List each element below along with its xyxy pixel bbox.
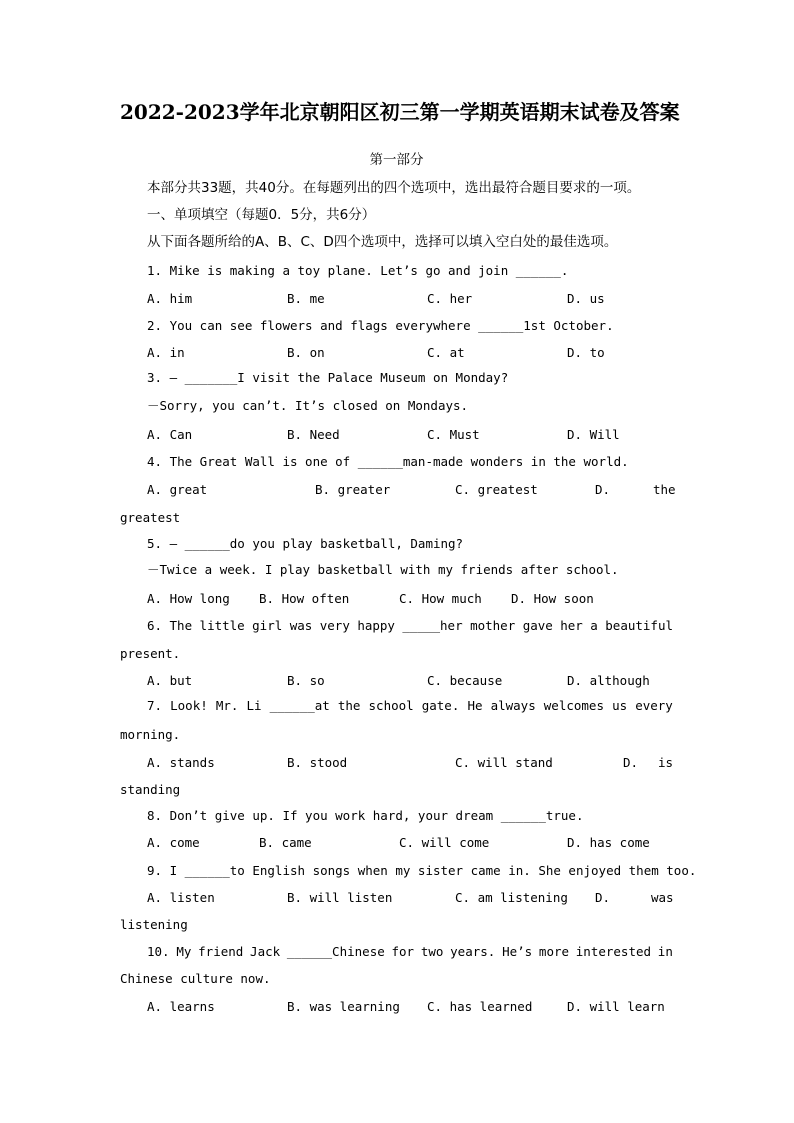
option-d: D. will learn	[567, 999, 665, 1014]
question-stem: 9. I ______to English songs when my sister came in. She enjoyed them too.	[147, 863, 697, 878]
stem-word: He	[467, 698, 483, 713]
option-wrap: listening	[120, 917, 188, 932]
option-b: B. will listen	[287, 890, 393, 905]
stem-word: us	[612, 698, 628, 713]
stem-word: little	[199, 618, 245, 633]
option-a: A. stands	[147, 755, 215, 770]
option-d: D. to	[567, 345, 605, 360]
stem-word: Jack	[250, 944, 281, 959]
option-b: B. greater	[315, 482, 391, 497]
question-stem	[120, 696, 673, 716]
stem-wrap: present.	[120, 646, 181, 661]
option-wrap: standing	[120, 782, 181, 797]
stem-word: 7.	[147, 698, 163, 713]
question-options	[120, 425, 673, 445]
option-c: C. am listening	[455, 890, 568, 905]
section-heading: 第一部分	[369, 152, 424, 168]
option-c: C. How much	[399, 591, 482, 606]
stem-word: a	[590, 618, 598, 633]
stem-word: every	[635, 698, 673, 713]
question-stem: 2. You can see flowers and flags everywhere ______1st October.	[147, 318, 614, 333]
option-d: D. although	[567, 673, 650, 688]
option-b: B. Need	[287, 427, 340, 442]
option-c: C. will come	[399, 835, 490, 850]
stem-word: friend	[198, 944, 244, 959]
stem-word: very	[319, 618, 350, 633]
part-heading: 一、单项填空（每题0．5分，共6分）	[147, 207, 376, 223]
option-b: B. came	[259, 835, 312, 850]
question-stem: 4. The Great Wall is one of ______man-made wonders in the world.	[147, 454, 629, 469]
option-b: B. stood	[287, 755, 348, 770]
stem-wrap: Chinese culture now.	[120, 971, 271, 986]
option-d-text: the	[653, 482, 676, 497]
option-a: A. him	[147, 291, 193, 306]
question-options	[120, 997, 673, 1017]
document-title: 2022-2023学年北京朝阳区初三第一学期英语期末试卷及答案	[120, 100, 680, 124]
option-d: D.	[623, 755, 639, 770]
option-d: D. us	[567, 291, 605, 306]
option-c: C. because	[427, 673, 503, 688]
option-b: B. so	[287, 673, 325, 688]
stem-word: more	[538, 944, 570, 959]
stem-word: always	[490, 698, 536, 713]
option-a: A. come	[147, 835, 200, 850]
option-a: A. listen	[147, 890, 215, 905]
option-d: D.	[595, 890, 611, 905]
stem-word: gate.	[421, 698, 460, 713]
question-stem: 1. Mike is making a toy plane. Let’s go and join ______.	[147, 263, 569, 278]
option-a: A. Can	[147, 427, 193, 442]
stem-word: happy	[357, 618, 395, 633]
question-stem: 5. – ______do you play basketball, Daming?	[147, 536, 464, 551]
stem-word: mother	[470, 618, 516, 633]
option-a: A. learns	[147, 999, 215, 1014]
question-options	[120, 888, 673, 908]
question-stem: 3. – _______I visit the Palace Museum on Monday?	[147, 370, 509, 385]
stem-word: beautiful	[605, 618, 673, 633]
question-stem: 8. Don’t give up. If you work hard, your dream ______true.	[147, 808, 584, 823]
question-options	[120, 671, 673, 691]
stem-word: her	[560, 618, 583, 633]
stem-wrap: morning.	[120, 727, 181, 742]
stem-word: ______at	[269, 698, 330, 713]
stem-word: for	[391, 944, 415, 959]
stem-word: gave	[522, 618, 553, 633]
option-a: A. in	[147, 345, 185, 360]
section-intro: 本部分共33题，共40分。在每题列出的四个选项中，选出最符合题目要求的一项。	[147, 180, 641, 196]
question-options	[120, 753, 673, 773]
question-options	[120, 343, 673, 363]
option-c: C. will stand	[455, 755, 553, 770]
question-options	[120, 833, 673, 853]
question-stem	[120, 942, 673, 962]
stem-word: 6.	[147, 618, 163, 633]
stem-word: The	[169, 618, 193, 633]
stem-word: in	[657, 944, 673, 959]
stem-word: 10.	[147, 944, 170, 959]
dialogue-reply: －Sorry, you can’t. It’s closed on Mondays.	[147, 398, 469, 413]
stem-word: Li	[246, 698, 262, 713]
option-d: D. How soon	[511, 591, 594, 606]
option-c: C. Must	[427, 427, 480, 442]
option-d: D. Will	[567, 427, 620, 442]
option-a: A. How long	[147, 591, 230, 606]
stem-word: was	[289, 618, 313, 633]
stem-word: My	[176, 944, 192, 959]
option-d-text: is	[658, 755, 674, 770]
stem-word: years.	[450, 944, 496, 959]
stem-word: He’s	[502, 944, 533, 959]
option-d: D. has come	[567, 835, 650, 850]
option-a: A. but	[147, 673, 193, 688]
stem-word: ______Chinese	[286, 944, 385, 959]
stem-word: Look!	[170, 698, 208, 713]
question-options	[120, 480, 676, 500]
dialogue-reply: －Twice a week. I play basketball with my friends after school.	[147, 562, 619, 577]
option-c: C. at	[427, 345, 465, 360]
option-c: C. has learned	[427, 999, 533, 1014]
question-stem	[120, 616, 673, 636]
stem-word: Mr.	[215, 698, 239, 713]
option-d: D.	[595, 482, 611, 497]
option-b: B. was learning	[287, 999, 400, 1014]
part-instruction: 从下面各题所给的A、B、C、D四个选项中，选择可以填入空白处的最佳选项。	[147, 234, 618, 250]
option-a: A. great	[147, 482, 208, 497]
option-b: B. How often	[259, 591, 350, 606]
stem-word: the	[337, 698, 361, 713]
stem-word: school	[368, 698, 414, 713]
stem-word: two	[420, 944, 444, 959]
stem-word: interested	[575, 944, 652, 959]
question-options	[120, 589, 673, 609]
option-d-text: was	[651, 890, 674, 905]
stem-word: _____her	[402, 618, 463, 633]
option-c: C. her	[427, 291, 473, 306]
stem-word: girl	[252, 618, 283, 633]
option-wrap: greatest	[120, 510, 181, 525]
question-options	[120, 289, 673, 309]
option-c: C. greatest	[455, 482, 538, 497]
stem-word: welcomes	[543, 698, 604, 713]
option-b: B. me	[287, 291, 325, 306]
option-b: B. on	[287, 345, 325, 360]
